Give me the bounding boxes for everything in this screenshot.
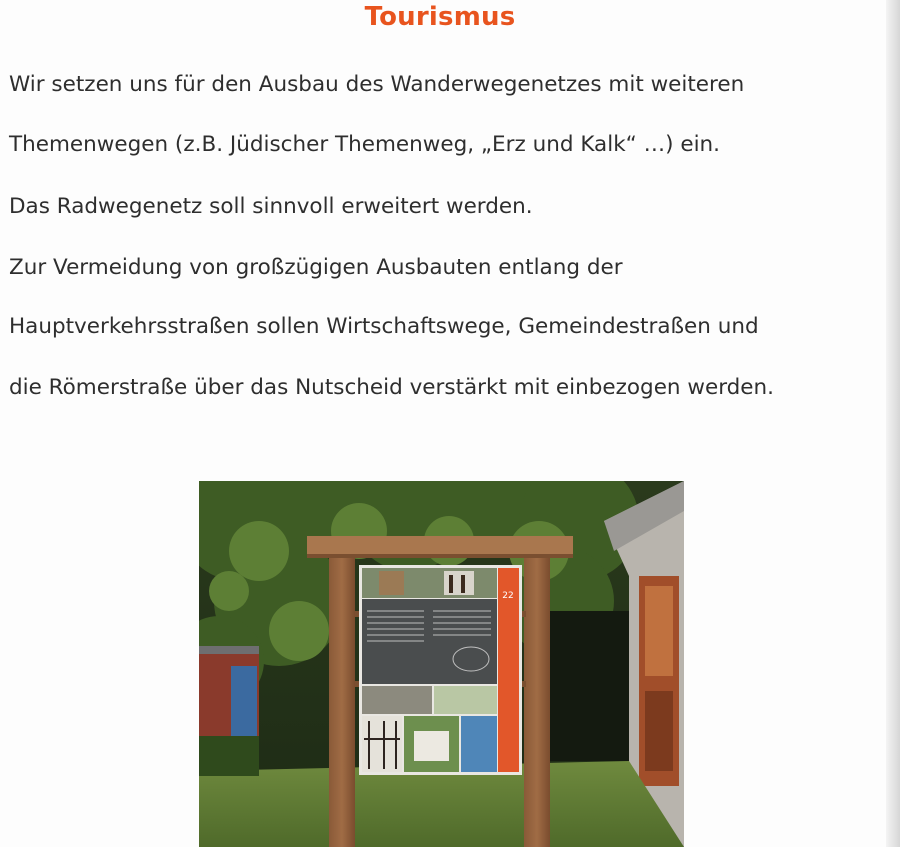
- sign-number: 22: [502, 591, 514, 601]
- right-post: [524, 551, 550, 847]
- paragraph-line-3: Das Radwegenetz soll sinnvoll erweitert werden.: [9, 194, 533, 219]
- paragraph-line-1: Wir setzen uns für den Ausbau des Wanderwegenetzes mit weiteren: [9, 72, 745, 97]
- page-binding-edge: [886, 0, 900, 847]
- paragraph-line-2: Themenwegen (z.B. Jüdischer Themenweg, „Erz und Kalk“ …) ein.: [9, 132, 721, 157]
- paragraph-line-5: Hauptverkehrsstraßen sollen Wirtschaftswege, Gemeindestraßen und: [9, 314, 759, 339]
- section-heading: Tourismus: [364, 2, 516, 32]
- left-post: [329, 551, 355, 847]
- paragraph-line-4: Zur Vermeidung von großzügigen Ausbauten entlang der: [9, 255, 623, 280]
- photo-information-board: [199, 481, 684, 847]
- paragraph-line-6: die Römerstraße über das Nutscheid verstärkt mit einbezogen werden.: [9, 375, 774, 400]
